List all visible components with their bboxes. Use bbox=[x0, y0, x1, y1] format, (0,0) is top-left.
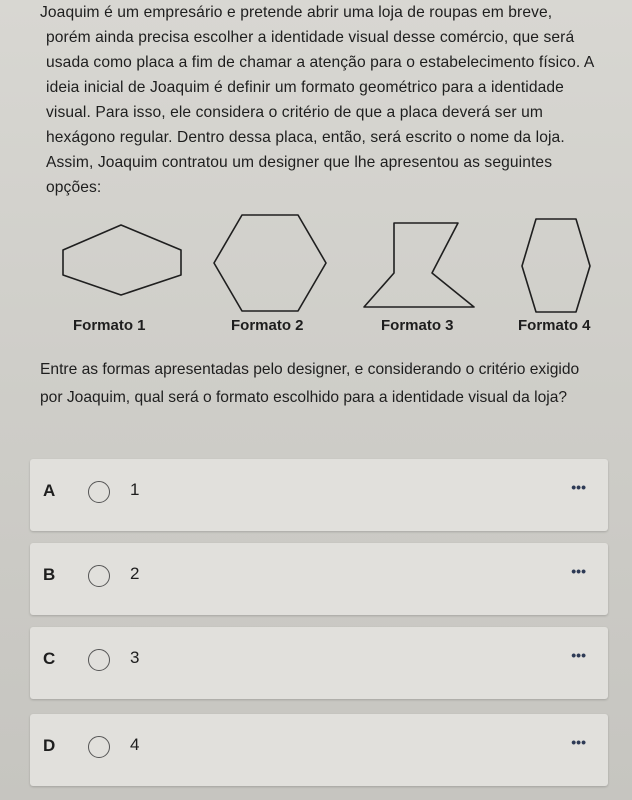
statement-line: visual. Para isso, ele considera o critério de que a placa deverá ser um bbox=[46, 104, 543, 121]
figure-label-1: Formato 1 bbox=[73, 317, 146, 334]
option-value: 2 bbox=[130, 564, 140, 583]
statement-line: ideia inicial de Joaquim é definir um formato geométrico para a identidade bbox=[46, 79, 564, 96]
statement-line: hexágono regular. Dentro dessa placa, então, será escrito o nome da loja. bbox=[46, 129, 565, 146]
radio-button-icon[interactable] bbox=[88, 565, 110, 587]
option-letter: B bbox=[43, 565, 56, 584]
regular-hexagon-icon bbox=[214, 215, 326, 311]
option-letter: A bbox=[43, 481, 56, 500]
shape-figures bbox=[0, 205, 632, 355]
tall-hexagon-icon bbox=[522, 219, 590, 313]
statement-line: porém ainda precisa escolher a identidade visual desse comércio, que será bbox=[46, 29, 575, 46]
radio-button-icon[interactable] bbox=[88, 649, 110, 671]
question-line: por Joaquim, qual será o formato escolhido para a identidade visual da loja? bbox=[40, 389, 568, 406]
option-letter: C bbox=[43, 649, 56, 668]
figure-label-2: Formato 2 bbox=[231, 317, 304, 334]
question-prompt bbox=[40, 356, 600, 412]
irregular-hexagon-icon bbox=[362, 223, 477, 311]
figure-label-4: Formato 4 bbox=[518, 317, 591, 334]
flat-hexagon-icon bbox=[63, 225, 183, 295]
more-options-icon[interactable]: ••• bbox=[571, 479, 586, 495]
answer-option-a[interactable] bbox=[30, 459, 608, 531]
answer-option-d[interactable] bbox=[30, 714, 608, 786]
question-line: Entre as formas apresentadas pelo designer, e considerando o critério exigido bbox=[40, 361, 580, 378]
answer-option-c[interactable] bbox=[30, 627, 608, 699]
statement-line: usada como placa a fim de chamar a atenção para o estabelecimento físico. A bbox=[46, 54, 595, 71]
radio-button-icon[interactable] bbox=[88, 481, 110, 503]
figure-label-3: Formato 3 bbox=[381, 317, 454, 334]
more-options-icon[interactable]: ••• bbox=[571, 734, 586, 750]
more-options-icon[interactable]: ••• bbox=[571, 563, 586, 579]
radio-button-icon[interactable] bbox=[88, 736, 110, 758]
option-value: 3 bbox=[130, 648, 140, 667]
option-value: 1 bbox=[130, 480, 140, 499]
statement-line: opções: bbox=[46, 179, 102, 196]
statement-line: Assim, Joaquim contratou um designer que lhe apresentou as seguintes bbox=[46, 154, 553, 171]
more-options-icon[interactable]: ••• bbox=[571, 647, 586, 663]
option-letter: D bbox=[43, 736, 56, 755]
answer-option-b[interactable] bbox=[30, 543, 608, 615]
question-statement bbox=[40, 0, 602, 200]
option-value: 4 bbox=[130, 735, 140, 754]
statement-line: Joaquim é um empresário e pretende abrir uma loja de roupas em breve, bbox=[40, 4, 553, 21]
